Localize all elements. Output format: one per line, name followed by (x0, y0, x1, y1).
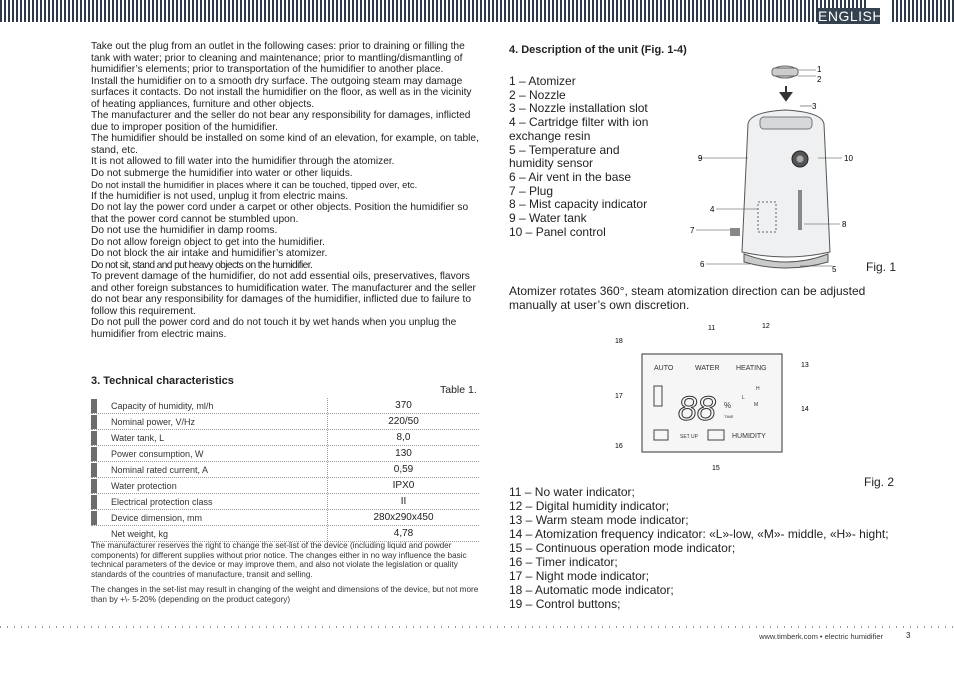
spec-value: IPX0 (327, 478, 479, 493)
display-label: WATER (695, 365, 720, 372)
list-item: 17 – Night mode indicator; (509, 569, 650, 583)
fig-label: 8 (842, 220, 847, 229)
list-item: 5 – Temperature and humidity sensor (509, 142, 620, 171)
fig-label: 5 (832, 265, 837, 274)
fig-label: 14 (801, 406, 809, 413)
safety-paragraph: Do not install the humidifier in places where it can be touched, tipped over, etc. (91, 179, 418, 190)
table-row (91, 414, 479, 430)
safety-paragraph: Do not pull the power cord and do not touch it by wet hands when you unplug the humidifier from electric mains. (91, 317, 457, 340)
display-label: L (742, 395, 745, 401)
row-marker (91, 495, 97, 509)
spec-label: Device dimension, mm (111, 512, 203, 523)
table-caption: Table 1. (440, 384, 477, 396)
list-item: 13 – Warm steam mode indicator; (509, 513, 689, 527)
table-row (91, 494, 479, 510)
row-marker (91, 511, 97, 525)
row-marker (91, 527, 97, 541)
fig-label: 18 (615, 338, 623, 345)
footer-site: www.timberk.com • electric humidifier (759, 632, 883, 641)
table-row (91, 478, 479, 494)
safety-paragraph: Do not sit, stand and put heavy objects on the humidifier. (91, 259, 313, 271)
safety-paragraph: The manufacturer and the seller do not bear any responsibility for damages, inflicted due to improper position of the humidifier. (91, 110, 471, 133)
fig-label: 2 (817, 75, 822, 84)
spec-value: 370 (327, 398, 479, 413)
parts-list (509, 75, 659, 239)
spec-value: 8,0 (327, 430, 479, 445)
fig-label: 1 (817, 65, 822, 74)
spec-table (91, 398, 479, 542)
row-marker (91, 447, 97, 461)
fig2-caption: Fig. 2 (864, 475, 895, 489)
manufacturer-notes (91, 541, 481, 611)
spec-value: 220/50 (327, 414, 479, 429)
list-item: 3 – Nozzle installation slot (509, 101, 648, 116)
table-row (91, 446, 479, 462)
row-marker (91, 431, 97, 445)
table-row (91, 398, 479, 414)
spec-value: 4,78 (327, 526, 479, 541)
spec-value: 0,59 (327, 462, 479, 477)
note-paragraph: The changes in the set-list may result in changing of the weight and dimensions of the device, but not more than by +\- 5-20% (depending on the product category) (91, 585, 479, 604)
table-row (91, 526, 479, 542)
description-title: 4. Description of the unit (Fig. 1-4) (509, 44, 687, 56)
display-label: AUTO (654, 365, 674, 372)
humidifier-illustration (690, 62, 860, 274)
list-item: 10 – Panel control (509, 224, 606, 239)
spec-label: Nominal rated current, A (111, 464, 209, 475)
page-number: 3 (906, 631, 911, 640)
safety-paragraph: It is not allowed to fill water into the humidifier through the atomizer. (91, 156, 395, 167)
safety-paragraph: To prevent damage of the humidifier, do not add essential oils, preservatives, flavors and other foreign substances to humidification water. The manufacturer and the seller do not bear any responsibility for damages of the humidifier, inflicted due to failure to follow this requirement. (91, 271, 476, 317)
display-label: M (754, 402, 759, 408)
display-digits: 88 (678, 390, 716, 428)
list-item: 18 – Automatic mode indicator; (509, 583, 674, 597)
list-item: 12 – Digital humidity indicator; (509, 499, 670, 513)
fig-label: 6 (700, 260, 705, 269)
fig-label: 16 (615, 443, 623, 450)
row-marker (91, 415, 97, 429)
fig-label: 17 (615, 393, 623, 400)
fig-label: 4 (710, 205, 715, 214)
indicator-list (509, 485, 909, 611)
list-item: 9 – Water tank (509, 211, 587, 226)
safety-paragraph: Do not block the air intake and humidifier’s atomizer. (91, 248, 328, 259)
display-label: % (724, 401, 732, 410)
list-item: 8 – Mist capacity indicator (509, 197, 648, 212)
spec-label: Water tank, L (111, 432, 165, 443)
list-item: 11 – No water indicator; (509, 485, 635, 499)
row-marker (91, 479, 97, 493)
spec-label: Net weight, kg (111, 528, 169, 539)
spec-label: Water protection (111, 480, 177, 491)
safety-paragraph: Install the humidifier on to a smooth dry surface. The outgoing steam may damage surfaces it contacts. Do not install the humidifier on the floor, as well as in the vicinity of heating appliances, furniture and other objects. (91, 75, 472, 110)
fig-label: 11 (708, 325, 716, 332)
tech-title: 3. Technical characteristics (91, 375, 234, 387)
safety-paragraph: Do not allow foreign object to get into the humidifier. (91, 236, 325, 248)
list-item: 1 – Atomizer (509, 74, 576, 88)
fig-label: 3 (812, 102, 817, 111)
safety-paragraph: If the humidifier is not used, unplug it from electric mains. (91, 190, 349, 202)
list-item: 2 – Nozzle (509, 87, 566, 102)
spec-label: Electrical protection class (111, 496, 213, 507)
list-item: 15 – Continuous operation mode indicator; (509, 541, 736, 555)
safety-paragraph: Do not use the humidifier in damp rooms. (91, 225, 278, 236)
fig1-caption: Fig. 1 (866, 260, 897, 274)
safety-paragraph: Do not lay the power cord under a carpet or other objects. Position the humidifier so that the power cord cannot be stumbled upon. (91, 202, 469, 225)
spec-value: II (327, 494, 479, 509)
row-marker (91, 463, 97, 477)
note-paragraph: The manufacturer reserves the right to change the set-list of the device (including liquid and powder components) for different supplies without prior notice. The changes either in no way influence the basic technical parameters of the device or may improve them, and also not violate the legislation or quality standards of the countries of manufacture, transit and selling. (91, 541, 467, 579)
table-row (91, 430, 479, 446)
spec-value: 280x290x450 (327, 510, 479, 525)
display-label: HUMIDITY (732, 433, 766, 440)
fig-label: 13 (801, 362, 809, 369)
rotation-text: Atomizer rotates 360°, steam atomization direction can be adjusted manually at user’s own discretion. (509, 284, 866, 312)
display-panel-illustration (612, 320, 812, 470)
spec-label: Power consumption, W (111, 448, 204, 459)
language-label: ENGLISH (818, 8, 883, 24)
fig-label: 10 (844, 154, 853, 163)
row-marker (91, 399, 97, 413)
list-item: 14 – Atomization frequency indicator: «L»-low, «M»- middle, «H»- hight; (509, 527, 889, 541)
fig-label: 15 (712, 465, 720, 470)
list-item: 4 – Cartridge filter with ion exchange resin (509, 115, 649, 143)
display-label: H (756, 386, 760, 392)
safety-text (91, 41, 480, 340)
fig-label: 7 (690, 226, 695, 235)
display-label: HEATING (736, 365, 767, 372)
spec-label: Nominal power, V/Hz (111, 416, 196, 427)
footer-divider (0, 626, 954, 628)
safety-paragraph: Take out the plug from an outlet in the following cases: prior to draining or filling the tank with water; prior to cleaning and maintenance; prior to mantling/dismantling of humidifier’s elements; prior to transportation of the humidifier to another place. (91, 41, 465, 75)
table-row (91, 462, 479, 478)
spec-value: 130 (327, 446, 479, 461)
fig-label: 12 (762, 323, 770, 330)
list-item: 7 – Plug (509, 183, 554, 198)
list-item: 6 – Air vent in the base (509, 169, 632, 184)
safety-paragraph: The humidifier should be installed on some kind of an elevation, for example, on table, stand, etc. (91, 133, 479, 156)
safety-paragraph: Do not submerge the humidifier into water or other liquids. (91, 167, 353, 179)
spec-label: Capacity of humidity, ml/h (111, 400, 214, 411)
list-item: 16 – Timer indicator; (509, 555, 618, 569)
list-item: 19 – Control buttons; (509, 597, 621, 611)
header-bar (0, 0, 954, 22)
display-label: SET UP (680, 434, 698, 440)
table-row (91, 510, 479, 526)
display-label: TIME (724, 414, 734, 419)
fig-label: 9 (698, 154, 703, 163)
